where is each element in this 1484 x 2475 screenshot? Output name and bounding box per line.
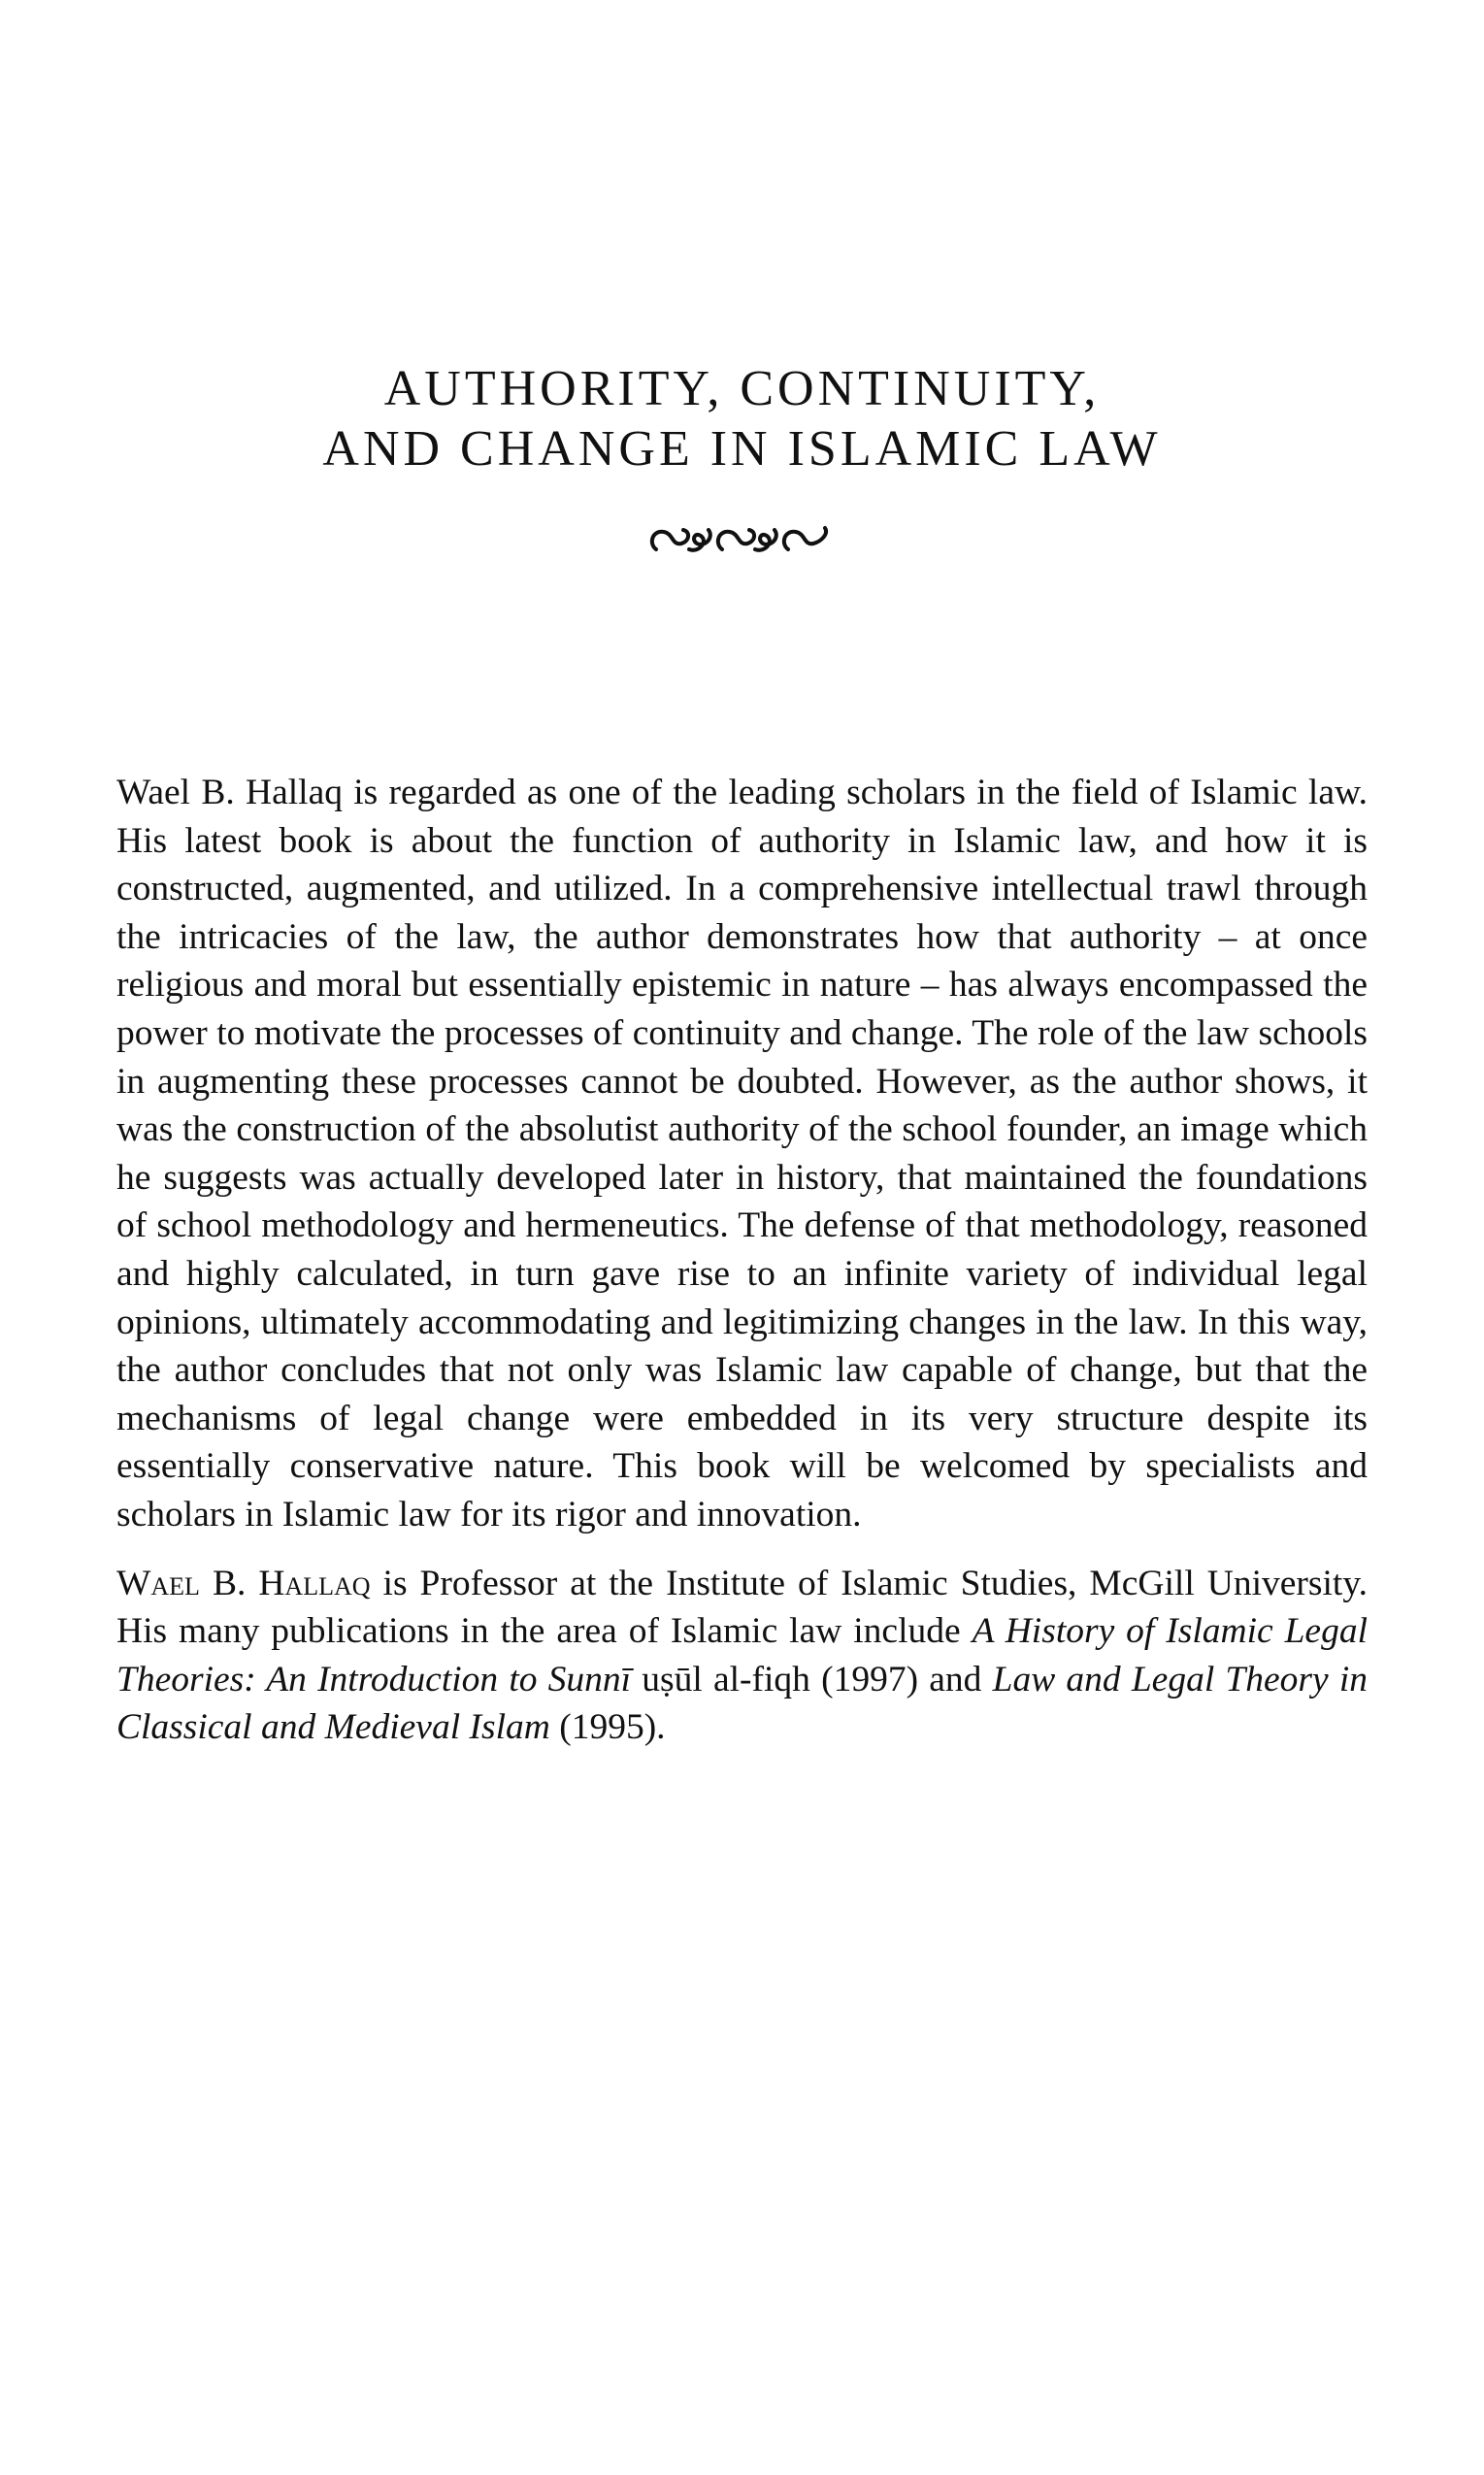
book-title-line-1: AUTHORITY, CONTINUITY, <box>383 361 1101 416</box>
book-description-paragraph: Wael B. Hallaq is regarded as one of the leading scholars in the field of Islamic law. His latest book is about the function of authority in Islamic law, and how it is constructed, augmented, and utilized. In a comprehensive intellectual trawl through the intricacies of the law, the author demonstrates how that authority – at once religious and moral but essentially epistemic in nature – has always encompassed the power to motivate the processes of continuity and change. The role of the law schools in augmenting these processes cannot be doubted. However, as the author shows, it was the construction of the absolutist authority of the school founder, an image which he suggests was actually developed later in history, that maintained the foundations of school methodology and hermeneutics. The defense of that methodology, reasoned and highly calculated, in turn gave rise to an infinite variety of individual legal opinions, ultimately accommodating and legitimizing changes in the law. In this way, the author concludes that not only was Islamic law capable of change, but that the mechanisms of legal change were embedded in its very structure despite its essentially conservative nature. This book will be welcomed by specialists and scholars in Islamic law for its rigor and innovation. <box>116 773 1368 1534</box>
decorative-swash-ornament-icon <box>644 520 839 559</box>
author-bio-text-1: is Professor at the Institute of Islamic Studies, McGill University. His many publications in the area of Islamic law include <box>116 1563 1369 1652</box>
book-description-block <box>116 769 1368 1752</box>
author-bio-paragraph <box>116 1560 1368 1752</box>
author-bio-text-3: (1995). <box>549 1707 666 1748</box>
book-title <box>194 359 1290 479</box>
book-title-law-and-legal-theory: Law and Legal Theory in Classical and Medieval Islam <box>116 1659 1368 1748</box>
book-title-history-of-islamic-legal-theories: A History of Islamic Legal Theories: An Introduction to Sunnī <box>116 1611 1368 1700</box>
author-name: Wael B. Hallaq <box>116 1563 371 1603</box>
author-bio-text-2: uṣūl al-fiqh (1997) and <box>631 1659 993 1700</box>
book-title-line-2: AND CHANGE IN ISLAMIC LAW <box>322 421 1162 477</box>
